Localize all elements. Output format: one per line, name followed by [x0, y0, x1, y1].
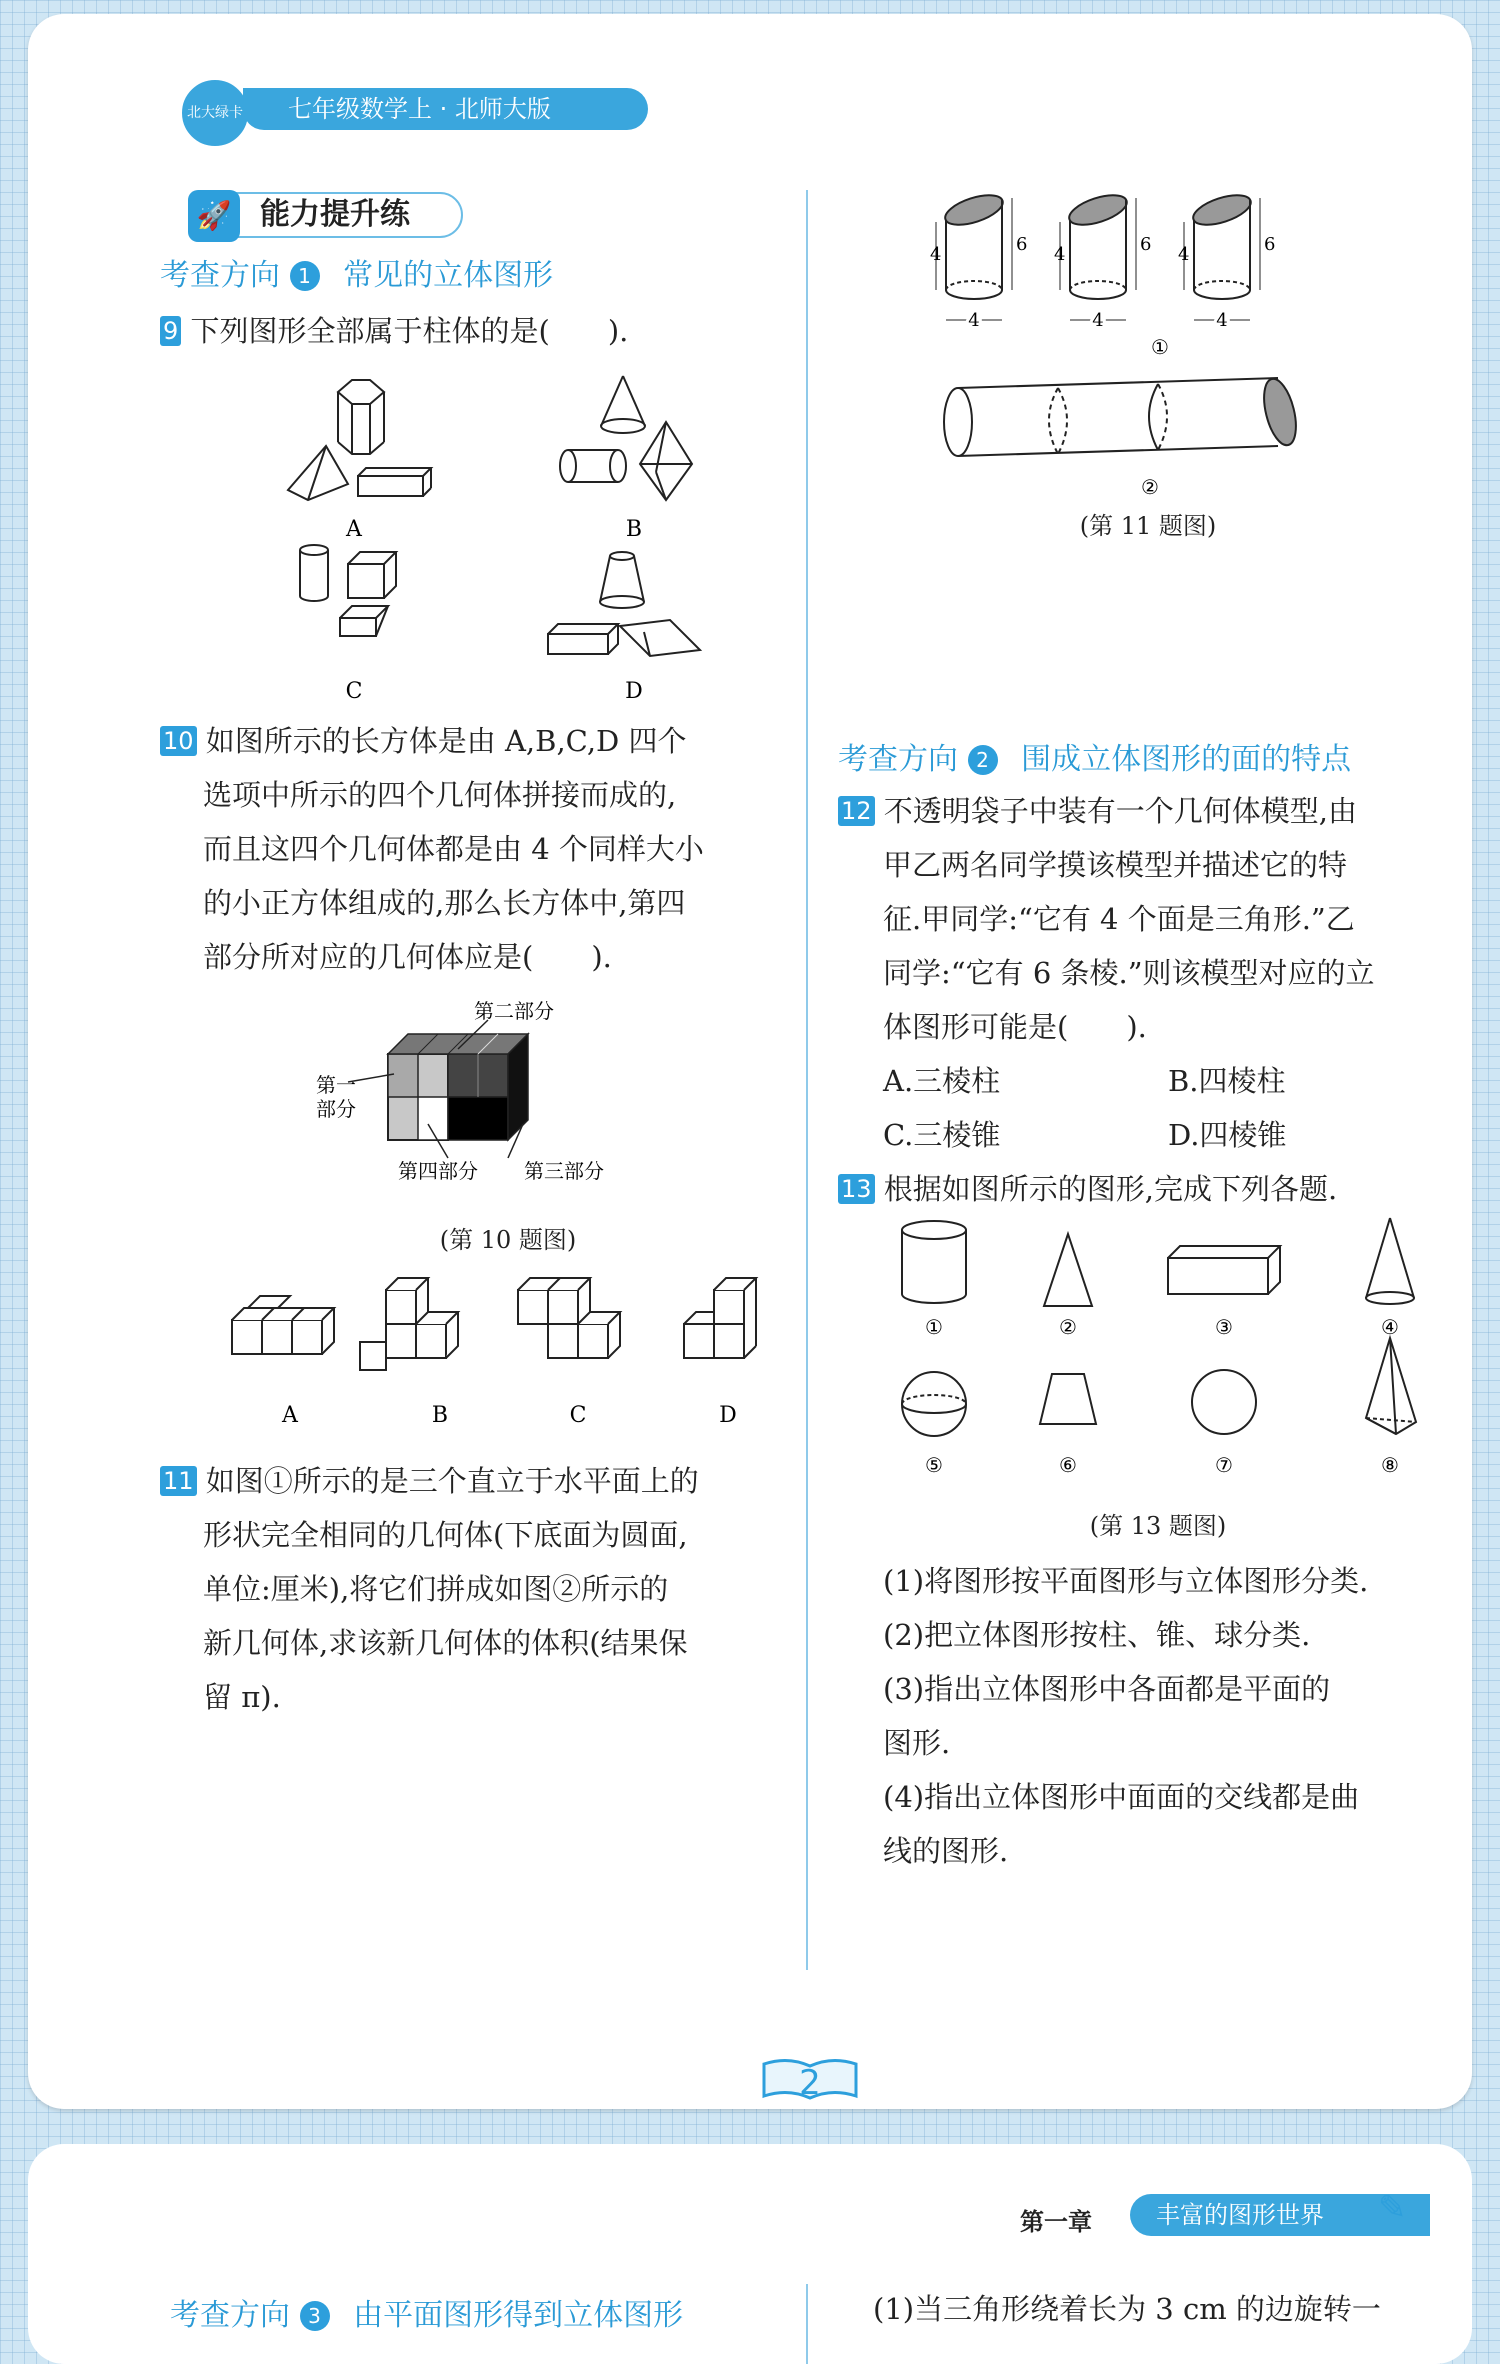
question-number: 11	[160, 1466, 197, 1496]
label-part-4: 第四部分	[398, 1159, 478, 1183]
question-10-line: 的小正方体组成的,那么长方体中,第四	[203, 886, 686, 920]
q11-figure	[928, 164, 1368, 544]
column-divider	[806, 2284, 808, 2364]
q12-option-c: C.三棱锥	[883, 1118, 1001, 1152]
topic-heading-3	[170, 2290, 683, 2334]
q13-label-6: ⑥	[1059, 1453, 1077, 1477]
question-12-line: 甲乙两名同学摸该模型并描述它的特	[883, 848, 1348, 882]
question-11	[160, 1454, 699, 1508]
q13-label-5: ⑤	[925, 1453, 943, 1477]
question-10-line: 而且这四个几何体都是由 4 个同样大小	[203, 832, 704, 866]
question-text: 如图①所示的是三个直立于水平面上的	[205, 1464, 699, 1498]
q13-label-3: ③	[1215, 1315, 1233, 1339]
q13-caption: (第 13 题图)	[1089, 1512, 1227, 1540]
topic-title: 常见的立体图形	[343, 258, 554, 293]
q9-option-c: C	[345, 679, 363, 704]
label-part-1b: 部分	[316, 1097, 356, 1121]
topic-heading-2	[838, 734, 1351, 778]
question-number: 10	[160, 726, 197, 756]
q13-label-4: ④	[1381, 1315, 1399, 1339]
q10-option-a: A	[282, 1403, 298, 1428]
q13-label-1: ①	[925, 1315, 943, 1339]
q10-cuboid-figure	[308, 994, 668, 1184]
q13-label-8: ⑧	[1381, 1453, 1399, 1477]
topic-label: 考查方向	[170, 2298, 290, 2333]
question-number: 9	[160, 316, 181, 346]
q11-dim-h-short: 4	[1178, 244, 1190, 265]
q9-figure	[248, 364, 748, 704]
q13-part-2: (2)把立体图形按柱、锥、球分类.	[883, 1618, 1311, 1652]
q12-option-d: D.四棱锥	[1168, 1118, 1287, 1152]
q11-dim-h-long: 6	[1140, 234, 1152, 255]
question-10	[160, 714, 687, 768]
next-page	[28, 2144, 1472, 2364]
question-12-line: 征.甲同学:“它有 4 个面是三角形.”乙	[883, 902, 1355, 936]
question-text: 如图所示的长方体是由 A,B,C,D 四个	[205, 724, 687, 758]
question-number: 12	[838, 796, 875, 826]
q11-caption: (第 11 题图)	[1079, 512, 1217, 540]
chapter-title-banner: 丰富的图形世界	[1130, 2194, 1430, 2236]
q13-label-7: ⑦	[1215, 1453, 1233, 1477]
label-part-1a: 第一	[316, 1073, 356, 1097]
q10-option-b: B	[431, 1403, 449, 1428]
question-text: 下列图形全部属于柱体的是( ).	[190, 314, 629, 348]
q11-fig1-label: ①	[1151, 335, 1169, 359]
topic-number: 2	[968, 745, 998, 775]
q10-options-figure	[218, 1270, 798, 1430]
question-text: 根据如图所示的图形,完成下列各题.	[883, 1172, 1338, 1206]
question-text: 不透明袋子中装有一个几何体模型,由	[883, 794, 1357, 828]
q13-label-2: ②	[1059, 1315, 1077, 1339]
q11-dim-width: 4	[1216, 310, 1228, 331]
topic-label: 考查方向	[160, 258, 280, 293]
topic-title: 围成立体图形的面的特点	[1021, 742, 1352, 777]
book-title-banner: 七年级数学上 · 北师大版	[243, 88, 648, 130]
q11-fig2-label: ②	[1141, 475, 1159, 499]
q13-part-3-cont: 图形.	[883, 1726, 951, 1760]
topic-heading-1	[160, 250, 553, 294]
topic-number: 3	[300, 2301, 330, 2331]
q11-solid-2	[1066, 189, 1130, 299]
q11-dim-h-long: 6	[1264, 234, 1276, 255]
question-11-line: 形状完全相同的几何体(下底面为圆面,	[203, 1518, 688, 1552]
question-10-line: 部分所对应的几何体应是( ).	[203, 940, 612, 974]
topic-number: 1	[290, 261, 320, 291]
q12-option-a: A.三棱柱	[883, 1064, 1001, 1098]
q9-option-a: A	[346, 517, 362, 542]
question-12-line: 同学:“它有 6 条棱.”则该模型对应的立	[883, 956, 1375, 990]
question-9	[160, 304, 628, 358]
q10-caption: (第 10 题图)	[439, 1226, 577, 1254]
question-11-line: 留 π).	[203, 1680, 281, 1714]
logo-badge: 北大绿卡	[178, 76, 252, 150]
label-part-2: 第二部分	[474, 999, 554, 1023]
label-part-3: 第三部分	[524, 1159, 604, 1183]
question-11-line: 新几何体,求该新几何体的体积(结果保	[203, 1626, 688, 1660]
q11-solid-1	[942, 189, 1006, 299]
page-number: 2	[799, 2063, 821, 2103]
topic-label: 考查方向	[838, 742, 958, 777]
column-divider	[806, 190, 808, 1970]
chapter-label: 第一章	[1020, 2208, 1092, 2236]
q12-option-b: B.四棱柱	[1168, 1064, 1286, 1098]
next-page-text: (1)当三角形绕着长为 3 cm 的边旋转一	[873, 2292, 1381, 2326]
q11-dim-h-short: 4	[930, 244, 942, 265]
q11-dim-h-long: 6	[1016, 234, 1028, 255]
q10-option-c: C	[569, 1403, 587, 1428]
q11-dim-width: 4	[1092, 310, 1104, 331]
q13-part-3: (3)指出立体图形中各面都是平面的	[883, 1672, 1331, 1706]
question-10-line: 选项中所示的四个几何体拼接而成的,	[203, 778, 677, 812]
question-12	[838, 784, 1357, 838]
q10-option-d: D	[719, 1403, 737, 1428]
q11-dim-width: 4	[968, 310, 980, 331]
question-13	[838, 1162, 1337, 1216]
q9-option-b: B	[625, 517, 643, 542]
pencil-icon: ✎	[1378, 2188, 1407, 2228]
q9-option-d: D	[625, 679, 643, 704]
q11-dim-h-short: 4	[1054, 244, 1066, 265]
q13-part-4: (4)指出立体图形中面面的交线都是曲	[883, 1780, 1360, 1814]
rocket-icon: 🚀	[188, 190, 240, 242]
q11-solid-3	[1190, 189, 1254, 299]
question-11-line: 单位:厘米),将它们拼成如图②所示的	[203, 1572, 669, 1606]
q13-part-4-cont: 线的图形.	[883, 1834, 1009, 1868]
section-title: 能力提升练	[188, 192, 463, 238]
q13-part-1: (1)将图形按平面图形与立体图形分类.	[883, 1564, 1369, 1598]
question-12-line: 体图形可能是( ).	[883, 1010, 1147, 1044]
question-number: 13	[838, 1174, 875, 1204]
q13-figure	[868, 1214, 1448, 1494]
workbook-page	[28, 14, 1472, 2109]
topic-title: 由平面图形得到立体图形	[353, 2298, 684, 2333]
